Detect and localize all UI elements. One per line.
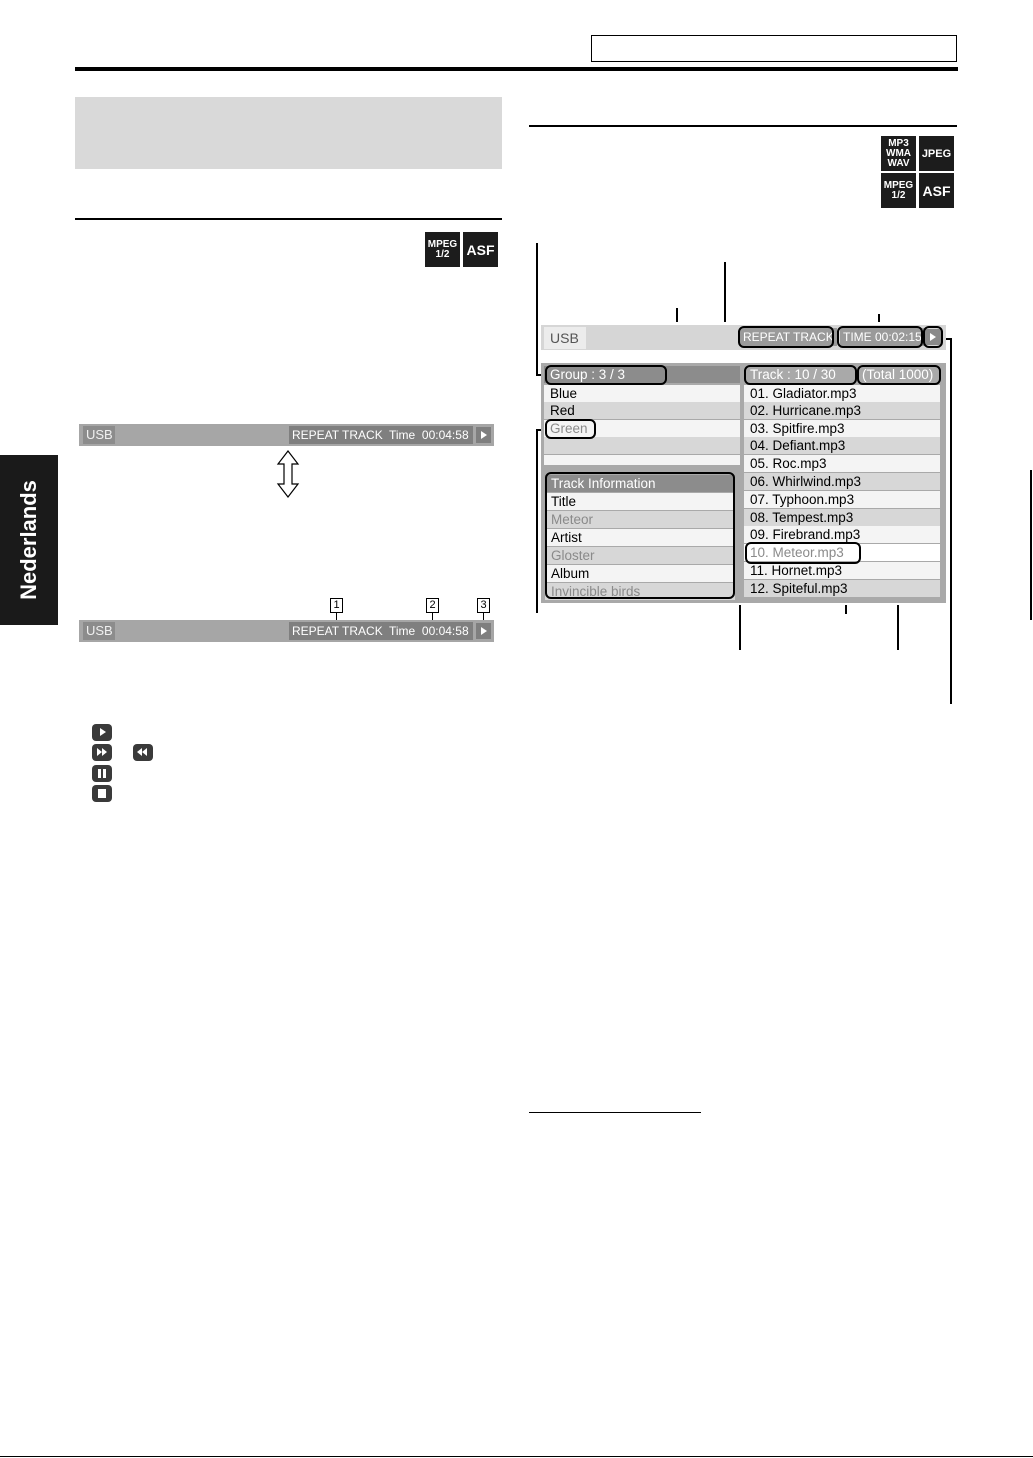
track-item[interactable]: 09. Firebrand.mp3 — [744, 526, 940, 543]
callout-3: 3 — [477, 598, 490, 613]
track-item[interactable]: 05. Roc.mp3 — [744, 455, 940, 472]
play-status-icon — [476, 427, 491, 443]
section-banner — [75, 97, 502, 169]
track-info-label: Artist — [545, 529, 735, 546]
track-item[interactable]: 12. Spiteful.mp3 — [744, 580, 940, 597]
group-header: Group : 3 / 3 — [544, 366, 740, 383]
source-label: USB — [83, 622, 115, 640]
fast-forward-icon — [92, 744, 112, 761]
track-item[interactable]: 07. Typhoon.mp3 — [744, 491, 940, 508]
stop-icon — [92, 785, 112, 802]
track-item[interactable]: 11. Hornet.mp3 — [744, 562, 940, 579]
track-info-header: Track Information — [545, 475, 735, 492]
time-indicator: Time 00:04:58 — [386, 622, 473, 640]
group-item-selected[interactable]: Green — [544, 420, 740, 437]
track-item-selected[interactable]: 10. Meteor.mp3 — [744, 544, 940, 561]
time-indicator: Time 00:04:58 — [386, 426, 473, 444]
track-info-label: Album — [545, 565, 735, 582]
section-rule-left — [75, 218, 502, 220]
group-empty-row — [544, 437, 740, 454]
repeat-indicator: REPEAT TRACK — [740, 328, 837, 346]
track-info-highlight — [545, 472, 735, 599]
callout-1: 1 — [330, 598, 343, 613]
track-highlight — [744, 365, 857, 385]
total-count: (Total 1000) — [856, 366, 940, 383]
group-item[interactable]: Red — [544, 402, 740, 419]
header-box — [591, 35, 957, 62]
format-badge-mpeg: MPEG 1/2 — [881, 173, 916, 208]
play-status-icon — [476, 623, 491, 639]
repeat-indicator: REPEAT TRACK — [289, 622, 386, 640]
leader-line-folder — [536, 430, 538, 613]
rewind-icon — [133, 744, 153, 761]
header-rule — [75, 67, 958, 71]
status-bar — [79, 620, 494, 642]
group-item[interactable]: Blue — [544, 385, 740, 402]
track-item[interactable]: 03. Spitfire.mp3 — [744, 420, 940, 437]
toggle-arrow-icon — [276, 449, 300, 499]
track-info-value: Invincible birds — [545, 583, 735, 600]
page-bottom-rule — [0, 1456, 1033, 1457]
status-bar — [79, 424, 494, 446]
time-indicator: TIME 00:02:15 — [840, 328, 925, 346]
selected-group-highlight — [545, 419, 596, 439]
track-info-label: Title — [545, 493, 735, 510]
track-info-value: Gloster — [545, 547, 735, 564]
usb-screen — [541, 322, 946, 605]
track-item[interactable]: 08. Tempest.mp3 — [744, 509, 940, 526]
play-icon — [92, 724, 112, 741]
track-item[interactable]: 02. Hurricane.mp3 — [744, 402, 940, 419]
pause-icon — [92, 765, 112, 782]
language-side-tab — [0, 455, 58, 625]
source-label: USB — [83, 426, 115, 444]
group-highlight — [545, 365, 667, 385]
callout-2: 2 — [426, 598, 439, 613]
repeat-highlight — [738, 326, 834, 348]
format-badge-mp3-wma-wav: MP3 WMA WAV — [881, 136, 916, 171]
footnote-rule — [529, 1112, 701, 1113]
page-edge-mark — [1030, 470, 1032, 620]
track-item[interactable]: 06. Whirlwind.mp3 — [744, 473, 940, 490]
total-highlight — [857, 365, 941, 385]
selected-track-highlight — [745, 542, 861, 564]
section-rule-right — [529, 125, 957, 127]
language-label: Nederlands — [16, 480, 41, 600]
format-badge-mpeg: MPEG 1/2 — [425, 232, 460, 267]
source-label: USB — [544, 327, 586, 349]
leader-line-group — [536, 243, 538, 375]
format-badge-asf: ASF — [463, 232, 498, 267]
format-badge-asf: ASF — [919, 173, 954, 208]
track-item[interactable]: 01. Gladiator.mp3 — [744, 385, 940, 402]
play-highlight — [923, 326, 943, 348]
leader-line-play — [950, 338, 952, 704]
track-info-value: Meteor — [545, 511, 735, 528]
track-header: Track : 10 / 30 — [744, 366, 854, 383]
repeat-indicator: REPEAT TRACK — [289, 426, 386, 444]
group-empty-row — [544, 455, 740, 465]
track-item[interactable]: 04. Defiant.mp3 — [744, 437, 940, 454]
time-highlight — [837, 326, 923, 348]
format-badge-jpeg: JPEG — [919, 136, 954, 171]
